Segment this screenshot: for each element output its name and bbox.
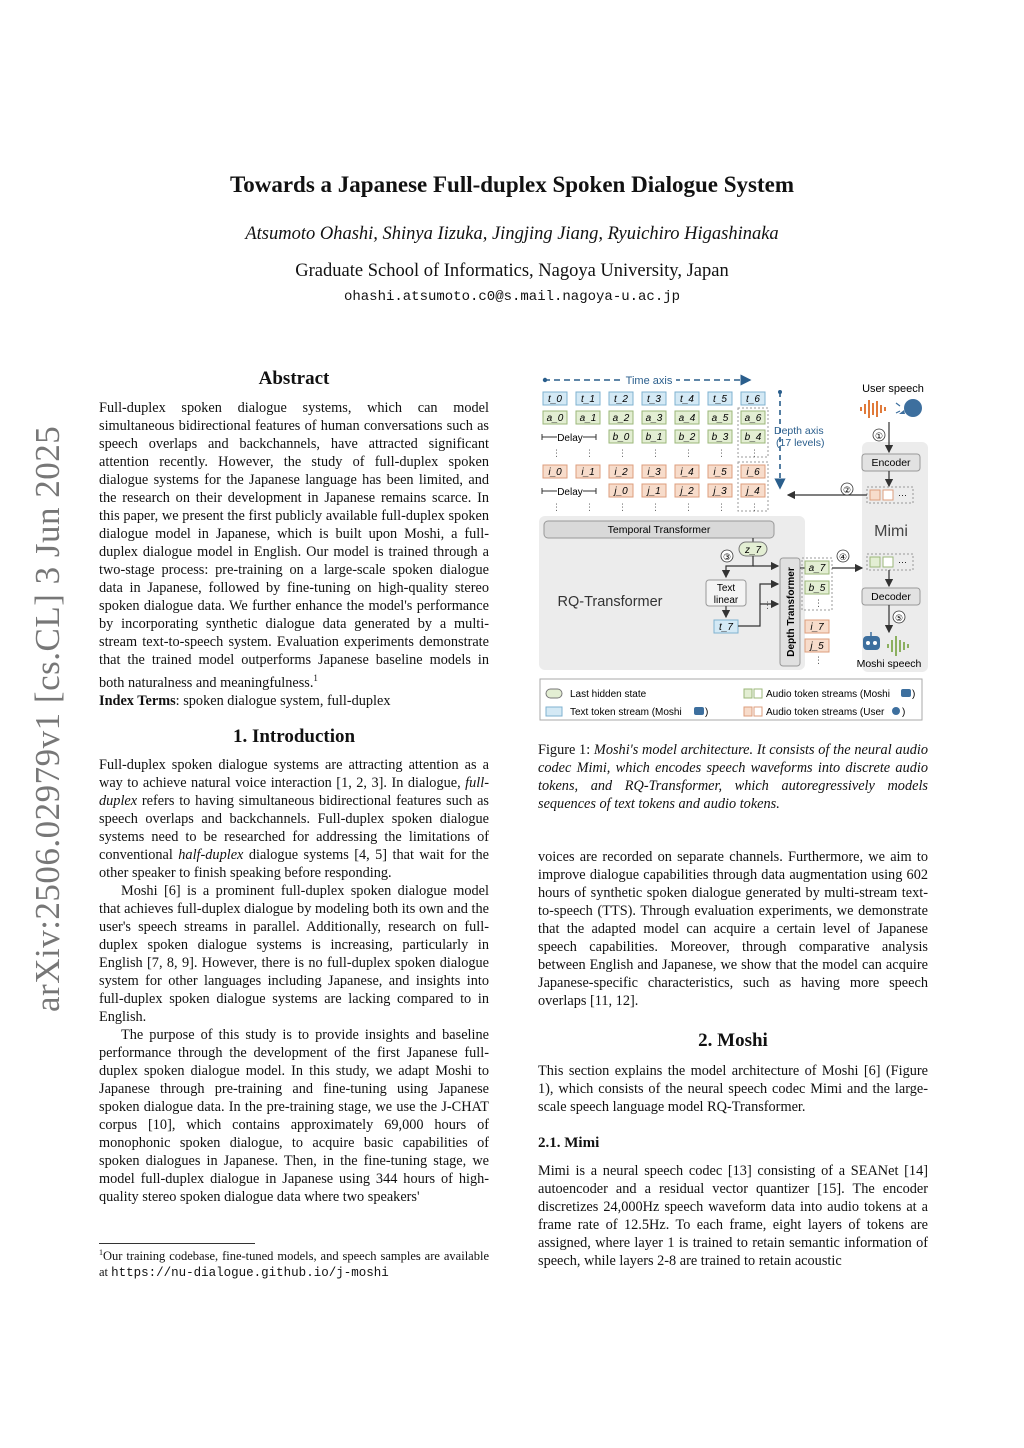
legend-robot-icon-2 <box>901 689 911 697</box>
moshi-audio-b-token-label: b_2 <box>678 432 696 443</box>
intro-paragraph-4: voices are recorded on separate channels. Furthermore, we aim to improve dialogue capabilities through data augmentation using 602 hours of synthetic spoken dialogue generated by multi-stream text-to-speech (TTS). Through evaluation experiments, we demonstrate that the adapted model can acquire a certain level of Japanese speech capabilities. Moreover, through comparative analysis between English and Japanese, we show that the model can acquire Japanese-specific characteristics, such as having more speech overlaps [11, 12]. <box>538 849 928 1009</box>
left-column <box>99 370 489 1206</box>
intro-paragraph-3: The purpose of this study is to provide insights and baseline performance through the development of the first Japanese full-duplex spoken dialogue model. In this study, we adapt Moshi to Japanese through pre-training and fine-tuning using Japanese spoken dialogue data. In the pre-training stage, we use the J-CHAT corpus [10], which contains approximately 69,000 hours of monophonic spoken dialogue, to acquire basic capabilities of spoken dialogues in Japanese. Then, in the fine-tuning stage, we model full-duplex dialogue in Japanese using 344 hours of high-quality stereo spoken dialogue data where two speakers' <box>99 1026 489 1205</box>
ellipsis-dots: ⋮ <box>585 448 594 458</box>
user-audio-token-label: i_5 <box>713 467 727 478</box>
footnote: $^1$Our training codebase, fine-tuned models, and speech samples are available at https://nu-dialogue.github.io/j-moshi <box>99 1248 489 1281</box>
text-token-label: t_0 <box>548 394 562 405</box>
legend-head-icon <box>892 707 900 715</box>
step-1: ① <box>874 431 884 441</box>
user-audio-j-token-label: j_0 <box>614 486 628 497</box>
svg-text:⋮: ⋮ <box>763 600 772 610</box>
temporal-transformer-label: Temporal Transformer <box>607 524 711 536</box>
legend-robot-icon <box>694 707 704 715</box>
svg-text:): ) <box>912 689 916 700</box>
email-address[interactable]: ohashi.atsumoto.c0@s.mail.nagoya-u.ac.jp <box>343 289 681 305</box>
ellipsis-dots: ⋮ <box>585 502 594 512</box>
text-token-label: t_2 <box>614 394 628 405</box>
moshi-audio-b-token-label: b_3 <box>711 432 729 443</box>
abstract-footnote-mark: 1 <box>313 673 318 683</box>
user-audio-token-label: i_4 <box>680 467 694 478</box>
paper-title: Towards a Japanese Full-duplex Spoken Dialogue System <box>229 172 795 197</box>
svg-text:b_5: b_5 <box>808 583 826 594</box>
moshi-audio-b-token-label: b_1 <box>645 432 663 443</box>
ellipsis-dots: ⋮ <box>552 448 561 458</box>
svg-text:): ) <box>705 707 709 718</box>
svg-text:···: ··· <box>898 557 907 567</box>
time-axis-origin <box>543 378 547 382</box>
mimi-label: Mimi <box>874 523 908 540</box>
rq-transformer-panel <box>539 516 805 670</box>
svg-text:⋮: ⋮ <box>814 655 823 665</box>
text-token-label: t_1 <box>581 394 595 405</box>
abstract-heading: Abstract <box>258 368 330 389</box>
mimi-text: Mimi is a neural speech codec [13] consisting of a SEANet [14] autoencoder and a residual vector quantizer [15]. The encoder discretizes 24,000Hz speech waveform data into audio tokens at a frame rate of 12.5Hz. To each frame, eight layers of tokens are assigned, where layer 1 is trained to retain semantic information of speech, while layers 2-8 are trained to retain acoustic <box>538 1163 928 1269</box>
user-audio-j-token-label: j_1 <box>647 486 661 497</box>
user-audio-j-token-label: j_4 <box>746 486 760 497</box>
ellipsis-dots: ⋮ <box>717 448 726 458</box>
encoder-label: Encoder <box>871 457 911 469</box>
arxiv-side-label: arXiv:2506.02979v1 [cs.CL] 3 Jun 2025 <box>28 425 67 1012</box>
moshi-audio-token-label: a_2 <box>612 413 630 424</box>
user-audio-token-label: i_0 <box>548 467 562 478</box>
ellipsis-dots: ⋮ <box>618 502 627 512</box>
svg-text:⋮: ⋮ <box>814 598 823 608</box>
user-audio-j-token-label: j_2 <box>680 486 694 497</box>
moshi-speech-label: Moshi speech <box>856 658 922 670</box>
ellipsis-dots: ⋮ <box>651 502 660 512</box>
index-terms: Index Terms: spoken dialogue system, full-duplex <box>99 692 391 709</box>
figure-caption: Figure 1: Moshi's model architecture. It consists of the neural audio codec Mimi, which encodes speech waveforms into discrete audio tokens, and RQ-Transformer, which autoregressively models sequences of text tokens and audio tokens. <box>538 742 928 812</box>
svg-text:linear: linear <box>713 595 739 606</box>
text-token-label: t_6 <box>746 394 760 405</box>
rq-transformer-label: RQ-Transformer <box>557 594 663 610</box>
footnote-rule <box>99 1243 255 1244</box>
svg-text:Text: Text <box>716 583 736 594</box>
legend-audio-moshi: Audio token streams (Moshi <box>766 689 890 700</box>
moshi-audio-token-label: a_4 <box>678 413 696 424</box>
text-token-label: t_5 <box>713 394 727 405</box>
legend-audio-user: Audio token streams (User <box>766 707 885 718</box>
svg-text:···: ··· <box>898 490 907 500</box>
svg-text:i_7: i_7 <box>810 622 824 633</box>
svg-text:t_7: t_7 <box>719 622 733 633</box>
footnote-url-link[interactable]: https://nu-dialogue.github.io/j-moshi <box>111 1266 389 1281</box>
step-3: ③ <box>722 552 732 562</box>
token-grid <box>542 392 768 512</box>
user-audio-token-label: i_1 <box>581 467 595 478</box>
moshi-intro-text: This section explains the model architecture of Moshi [6] (Figure 1), which consists of the neural speech codec Mimi and the large-scale speech language model RQ-Transformer. <box>538 1063 928 1115</box>
user-audio-token-label: i_2 <box>614 467 628 478</box>
delay-label: Delay <box>557 433 583 444</box>
abstract-text: Full-duplex spoken dialogue systems, which can model simultaneous bidirectional features of human conversations such as speech overlaps and backchannels, have attracted significant attention recently. However, the study of full-duplex spoken dialogue systems for the Japanese language has been limited, and the research on their development in Japanese remains scarce. In this paper, we present the first publicly available full-duplex spoken dialogue model in Japanese, which is built upon Moshi, a full-duplex dialogue model in English. Our model is trained through a two-stage process: pre-training on a large-scale spoken dialogue data in Japanese, followed by fine-tuning on high-quality stereo spoken dialogue data. We further enhance the model's performance by incorporating synthetic dialogue data generated by a multi-stream text-to-speech system. Evaluation experiments demonstrate that the trained model outperforms Japanese baseline models in both naturalness and meaningfulness.$^1$ <box>99 400 489 691</box>
user-speaking-head-icon <box>896 399 922 417</box>
step-4: ④ <box>838 552 848 562</box>
time-axis-label: Time axis <box>625 375 673 387</box>
decoder-label: Decoder <box>871 591 911 603</box>
author-list: Atsumoto Ohashi, Shinya Iizuka, Jingjing Jiang, Ryuichiro Higashinaka <box>245 224 779 244</box>
delay-label: Delay <box>557 487 583 498</box>
legend-hidden: Last hidden state <box>570 689 647 700</box>
intro-paragraph-2: Moshi [6] is a prominent full-duplex spoken dialogue model that achieves full-duplex dialogue by modeling both its own and the user's speech streams in parallel. Additionally, research on full-duplex spoken dialogue systems is increasing, particularly in English [7, 8, 9]. However, there is no full-duplex spoken dialogue system for other languages including Japanese, and insights into full-duplex spoken dialogue systems are lacking compared to in English. <box>99 882 489 1025</box>
depth-transformer-label: Depth Transformer <box>786 567 797 657</box>
svg-text:a_7: a_7 <box>808 563 826 574</box>
ellipsis-dots: ⋮ <box>684 502 693 512</box>
intro-paragraph-1: Full-duplex spoken dialogue systems are attracting attention as a way to achieve natural voice interaction [1, 2, 3]. In dialogue, full-duplex refers to having simultaneous bidirectional features such as speech overlaps and backchannels. Full-duplex spoken dialogue systems need to be researched for addressing the limitations of conventional half-duplex dialogue systems [4, 5] that wait for the other speaker to finish speaking before responding. <box>99 756 489 881</box>
moshi-audio-token-label: a_6 <box>744 413 762 424</box>
user-audio-j-token-label: j_3 <box>713 486 727 497</box>
svg-text:z_7: z_7 <box>744 545 762 556</box>
moshi-heading: 2. Moshi <box>698 1030 768 1051</box>
affiliation: Graduate School of Informatics, Nagoya University, Japan <box>295 261 729 281</box>
right-column <box>538 848 928 1270</box>
depth-axis-levels: (17 levels) <box>776 437 825 449</box>
legend-text-stream: Text token stream (Moshi <box>570 707 682 718</box>
intro-heading: 1. Introduction <box>232 725 356 747</box>
ellipsis-dots: ⋮ <box>618 448 627 458</box>
user-audio-token-label: i_6 <box>746 467 760 478</box>
moshi-audio-b-token-label: b_4 <box>744 432 762 443</box>
figure-architecture <box>536 370 932 730</box>
ellipsis-dots: ⋮ <box>552 502 561 512</box>
ellipsis-dots: ⋮ <box>750 448 759 458</box>
ellipsis-dots: ⋮ <box>651 448 660 458</box>
user-speech-label: User speech <box>862 383 924 395</box>
user-waveform-icon <box>861 400 885 418</box>
ellipsis-dots: ⋮ <box>717 502 726 512</box>
ellipsis-dots: ⋮ <box>750 502 759 512</box>
svg-text:): ) <box>902 707 906 718</box>
depth-axis-label: Depth axis <box>774 425 824 437</box>
text-token-label: t_3 <box>647 394 661 405</box>
moshi-audio-token-label: a_0 <box>546 413 564 424</box>
moshi-audio-b-token-label: b_0 <box>612 432 630 443</box>
ellipsis-dots: ⋮ <box>684 448 693 458</box>
step-5: ⑤ <box>894 613 904 623</box>
step-2: ② <box>842 485 852 495</box>
moshi-audio-token-label: a_3 <box>645 413 663 424</box>
moshi-audio-token-label: a_1 <box>579 413 597 424</box>
svg-text:j_5: j_5 <box>810 641 824 652</box>
moshi-audio-token-label: a_5 <box>711 413 729 424</box>
mimi-subheading: 2.1. Mimi <box>538 1135 600 1151</box>
text-token-label: t_4 <box>680 394 694 405</box>
user-audio-token-label: i_3 <box>647 467 661 478</box>
